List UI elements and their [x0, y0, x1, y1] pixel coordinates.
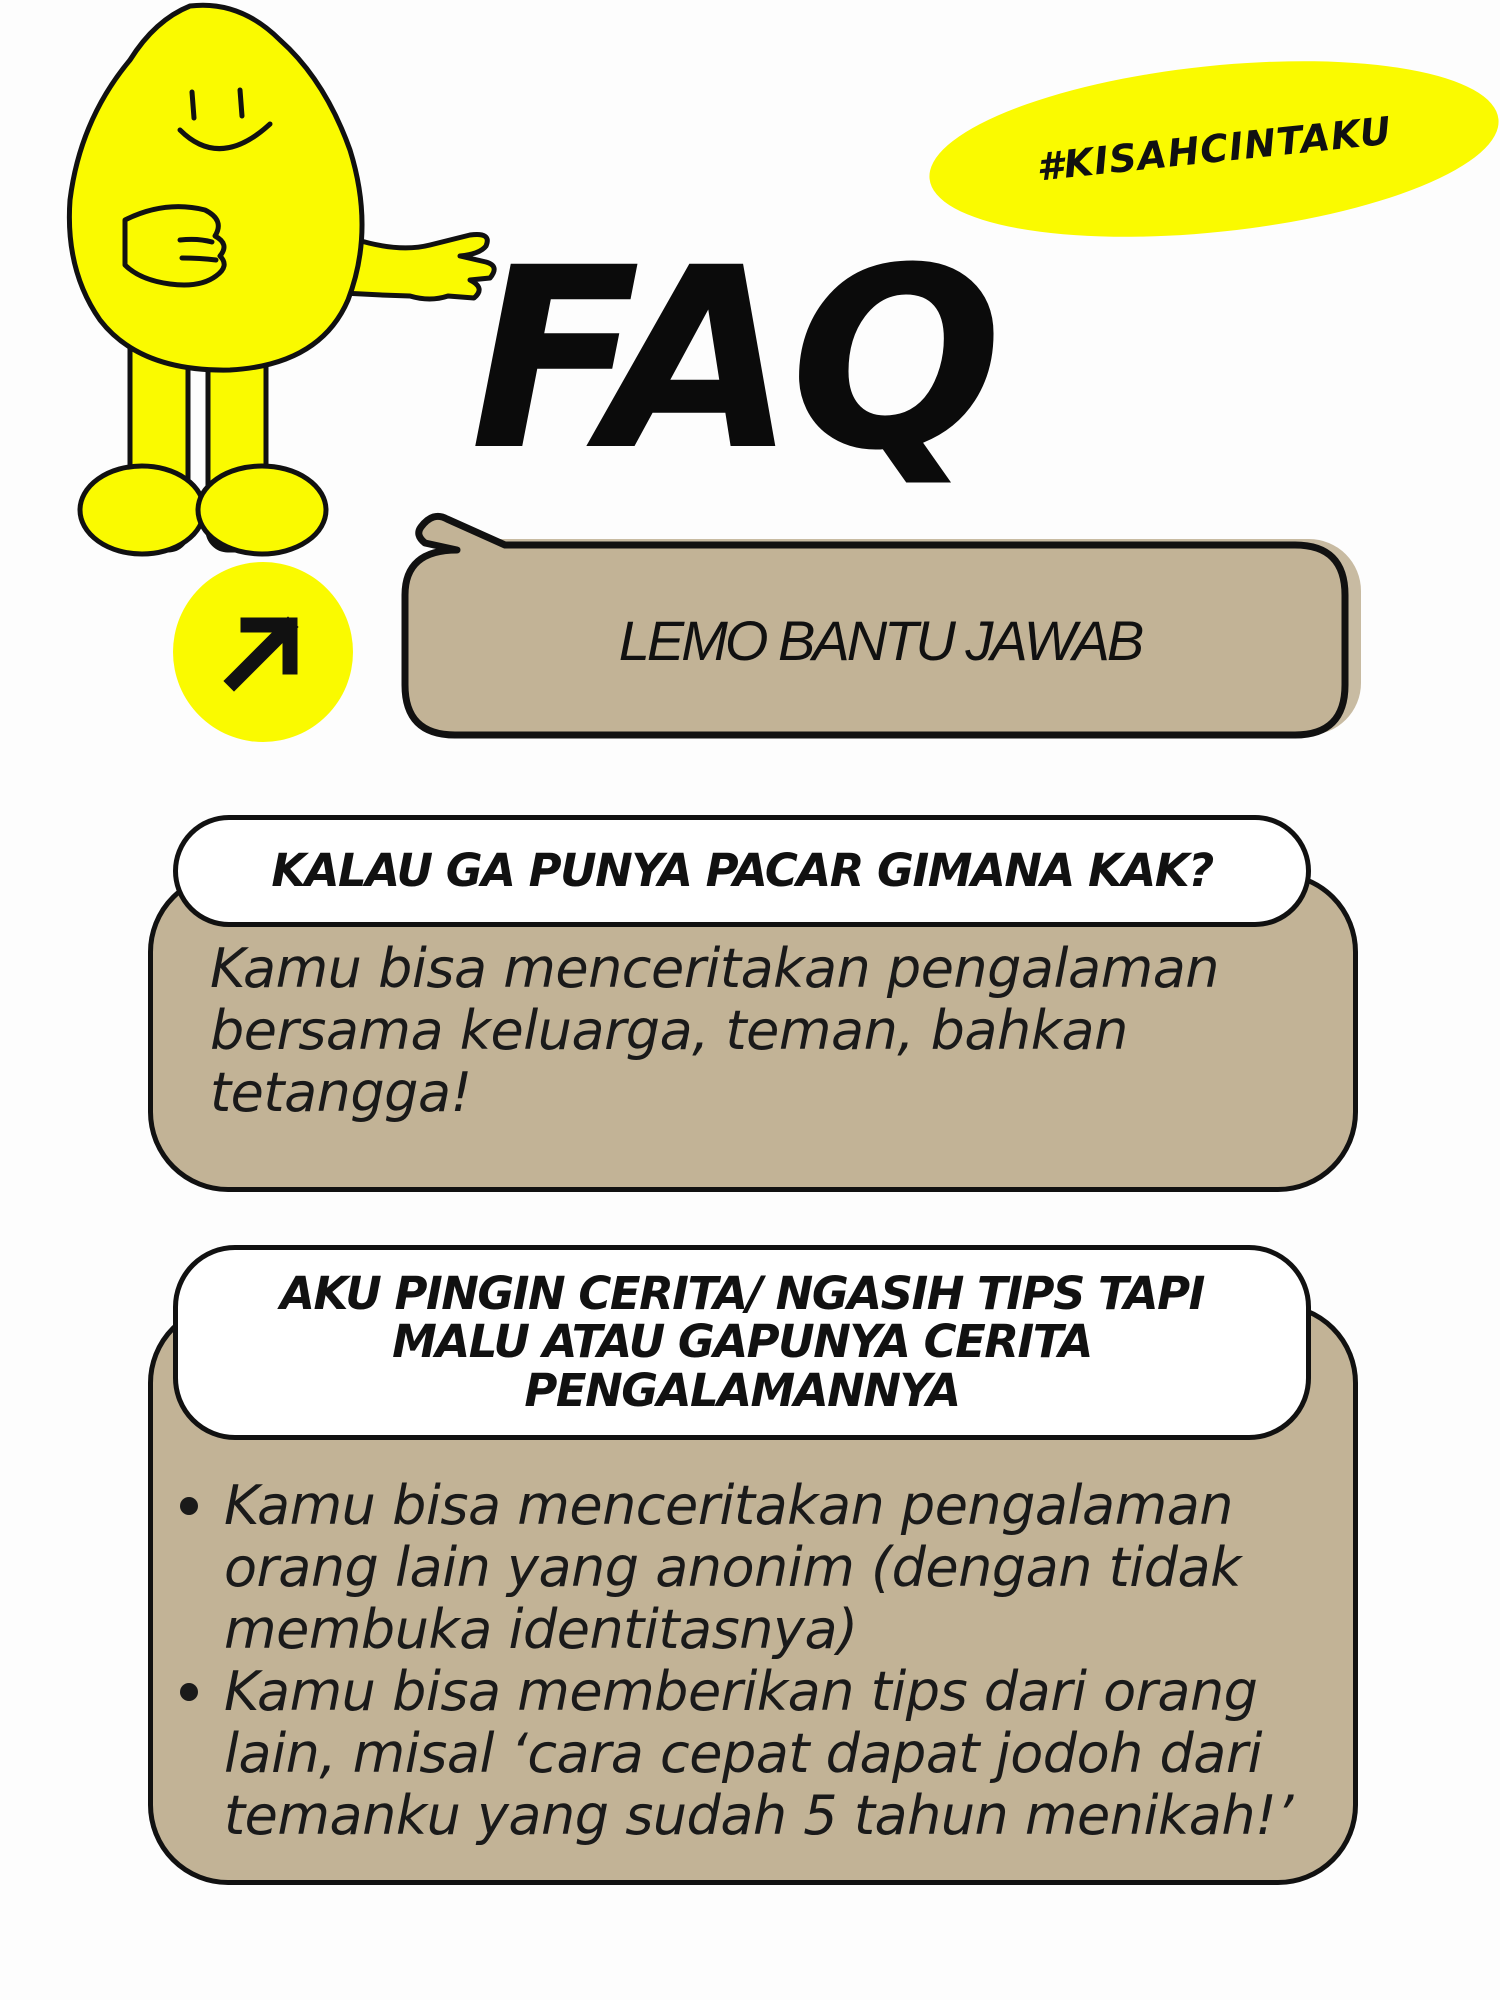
bullet-icon [180, 1497, 198, 1515]
arrow-up-right-icon [220, 609, 306, 695]
faq-question-1: KALAU GA PUNYA PACAR GIMANA KAK? [271, 843, 1213, 897]
arrow-circle-badge [173, 562, 353, 742]
faq-answer-1: Kamu bisa menceritakan pengalaman bersama keluarga, teman, bahkan tetangga! [210, 937, 1220, 1124]
hashtag-text: #KISAHCINTAKU [1034, 108, 1394, 190]
bullet-icon [180, 1683, 198, 1701]
faq-question-2: AKU PINGIN CERITA/ NGASIH TIPS TAPI MALU ATAU GAPUNYA CERITA PENGALAMANNYA [280, 1266, 1204, 1417]
page-title: FAQ [470, 214, 997, 505]
list-item [168, 1475, 1348, 1661]
faq-answer-2-item-2: Kamu bisa memberikan tips dari orang lain, misal ‘cara cepat dapat jodoh dari temanku yang sudah 5 tahun menikah!’ [224, 1660, 1293, 1847]
list-item [168, 1661, 1348, 1847]
faq-card-1-header [173, 815, 1311, 927]
hashtag-badge [921, 37, 1500, 262]
faq-answer-2-item-1: Kamu bisa menceritakan pengalaman orang lain yang anonim (dengan tidak membuka identitasnya) [224, 1474, 1241, 1661]
lemon-mascot-illustration [30, 0, 510, 560]
faq-card-2-header [173, 1245, 1311, 1440]
faq-answer-2-list [168, 1475, 1348, 1847]
subtitle: LEMO BANTU JAWAB [618, 608, 1142, 672]
